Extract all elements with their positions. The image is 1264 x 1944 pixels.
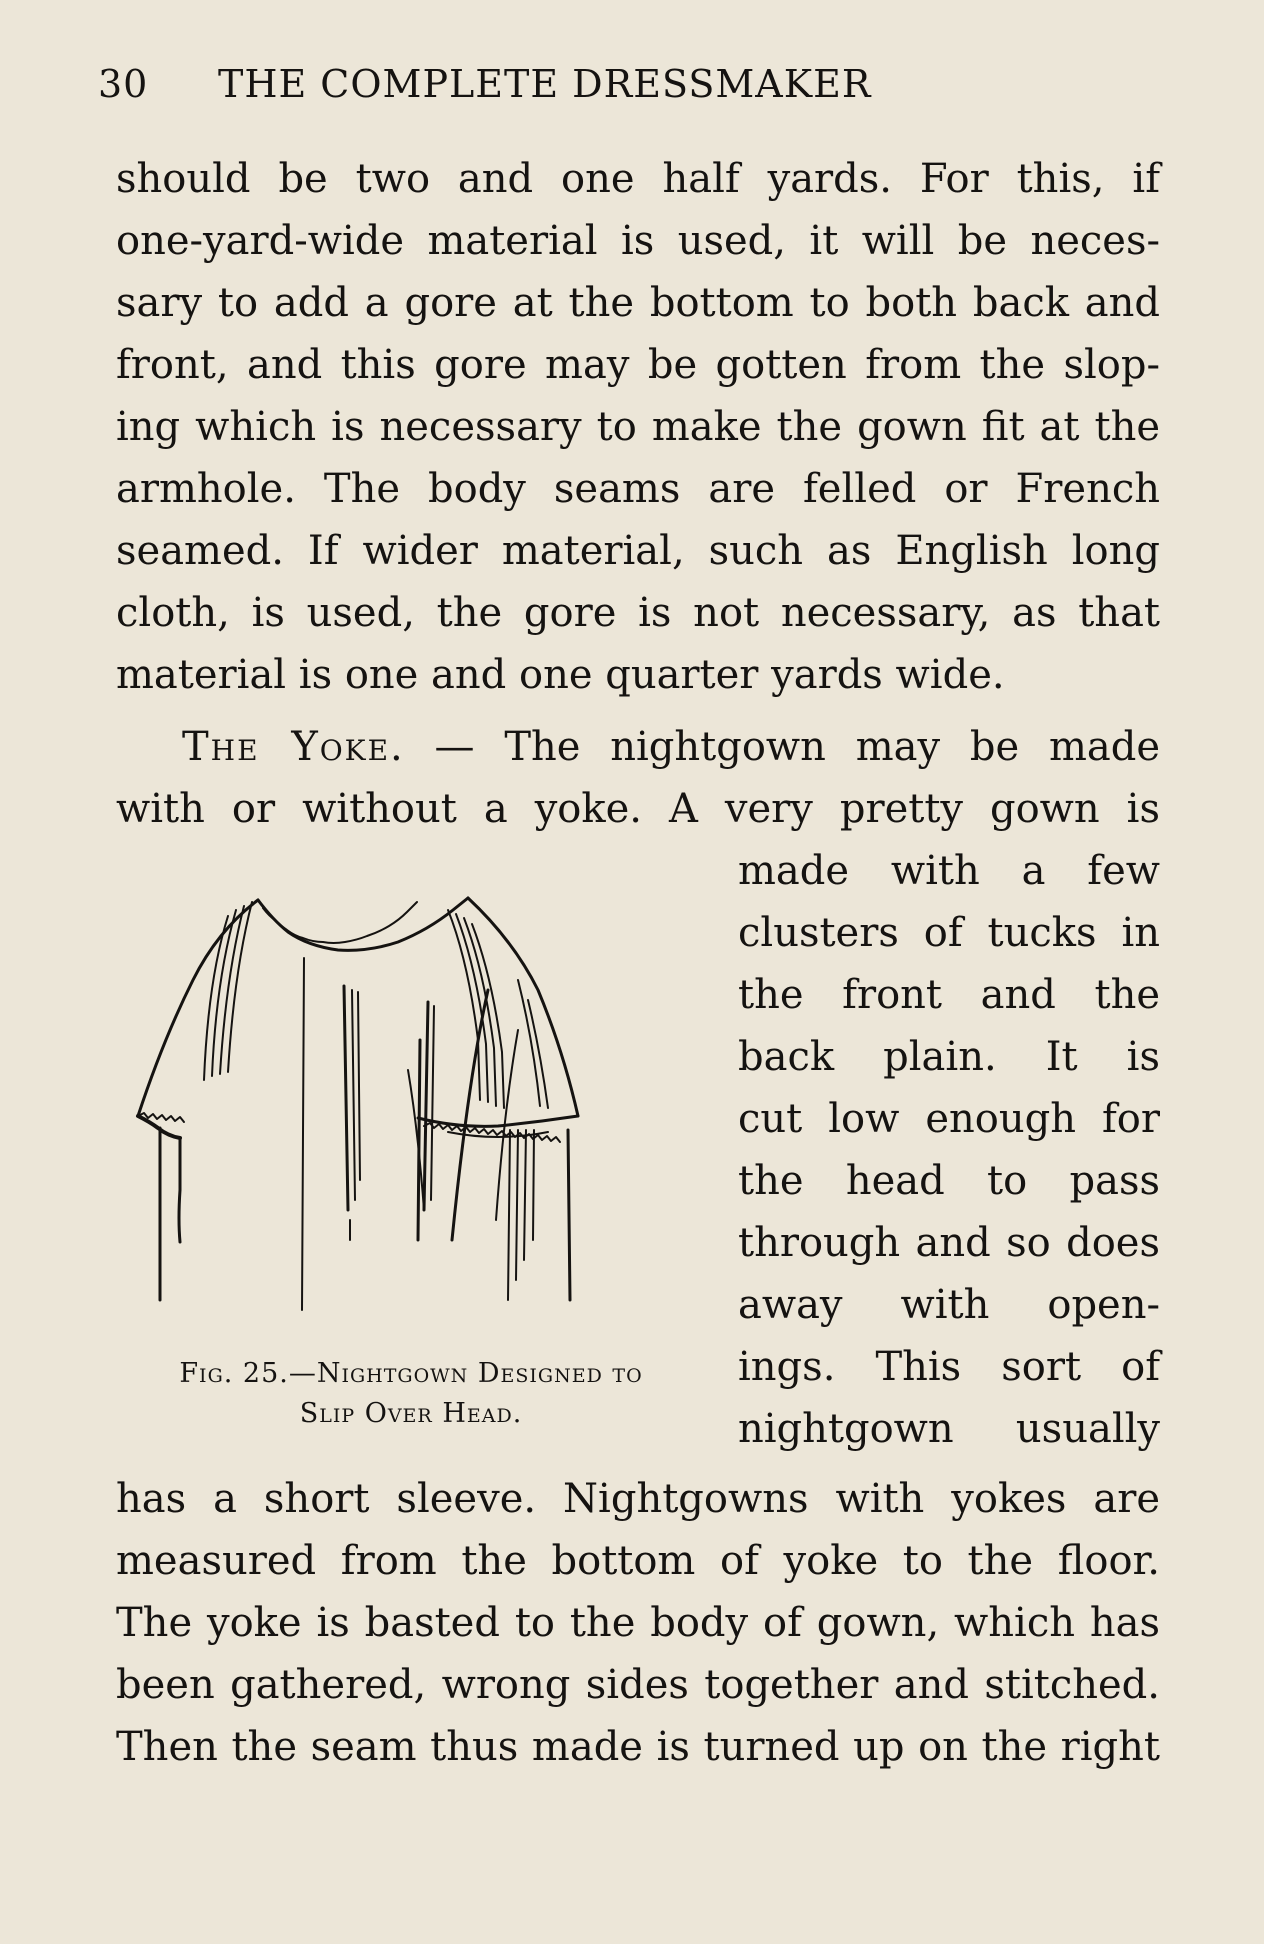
section-line-2: with or without a yoke. A very pretty gown is (116, 786, 1160, 832)
narrow-line-8: away with open- (738, 1282, 1160, 1328)
section-heading: The Yoke. (182, 724, 405, 770)
section-first-line: The nightgown may be made (504, 724, 1160, 770)
narrow-line-3: the front and the (738, 972, 1160, 1018)
caption-line-2: Slip Over Head. (299, 1398, 523, 1429)
final-line-1: has a short sleeve. Nightgowns with yokes are (116, 1476, 1160, 1522)
body-line-5: ing which is necessary to make the gown fit at the (116, 404, 1160, 450)
final-line-2: measured from the bottom of yoke to the floor. (116, 1538, 1160, 1584)
narrow-line-4: back plain. It is (738, 1034, 1160, 1080)
section-heading-line (182, 716, 1160, 778)
final-line-4: been gathered, wrong sides together and stitched. (116, 1662, 1160, 1708)
running-title: THE COMPLETE DRESSMAKER (218, 62, 872, 106)
body-line-8: cloth, is used, the gore is not necessary, as that (116, 590, 1160, 636)
body-line-6: armhole. The body seams are felled or French (116, 466, 1160, 512)
body-line-1: should be two and one half yards. For this, if (116, 156, 1160, 202)
narrow-line-6: the head to pass (738, 1158, 1160, 1204)
page-number: 30 (98, 62, 149, 106)
narrow-line-7: through and so does (738, 1220, 1160, 1266)
body-line-9: material is one and one quarter yards wide. (116, 652, 1005, 698)
body-line-2: one-yard-wide material is used, it will be neces- (116, 218, 1160, 264)
narrow-line-2: clusters of tucks in (738, 910, 1160, 956)
running-head (98, 62, 1158, 106)
figure-caption (116, 1354, 706, 1434)
narrow-line-1: made with a few (738, 848, 1160, 894)
body-line-3: sary to add a gore at the bottom to both back and (116, 280, 1160, 326)
body-line-7: seamed. If wider material, such as English long (116, 528, 1160, 574)
final-line-5: Then the seam thus made is turned up on the right (116, 1724, 1160, 1770)
caption-line-1: Fig. 25.—Nightgown Designed to (179, 1358, 643, 1389)
narrow-line-9: ings. This sort of (738, 1344, 1160, 1390)
nightgown-drawing (108, 880, 708, 1330)
nightgown-illustration (108, 880, 708, 1330)
section-dash: — (404, 724, 505, 770)
body-line-4: front, and this gore may be gotten from the slop- (116, 342, 1160, 388)
narrow-line-5: cut low enough for (738, 1096, 1160, 1142)
narrow-line-10: nightgown usually (738, 1406, 1160, 1452)
final-line-3: The yoke is basted to the body of gown, which has (116, 1600, 1160, 1646)
